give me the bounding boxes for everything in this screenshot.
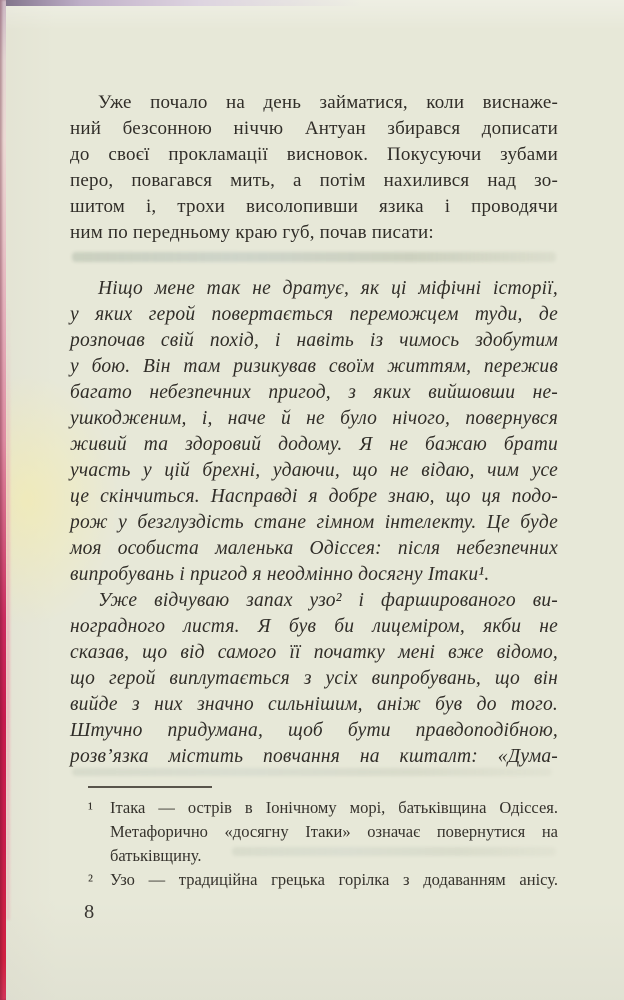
footnote-marker: ² <box>88 871 93 890</box>
text-line: до своєї прокламації висновок. Покусуючи зубами <box>70 144 558 165</box>
page-number: 8 <box>84 901 95 923</box>
text-line: шитом і, трохи висолопивши язика і проводячи <box>70 196 558 217</box>
text-line: Узо — традиційна грецька горілка з додаванням анісу. <box>110 870 558 889</box>
text-line: Ніщо мене так не дратує, як ці міфічні історії, <box>98 278 558 299</box>
text-line: сказав, що від самого її початку мені вже відомо, <box>70 642 558 663</box>
footnote-item <box>70 796 558 868</box>
text-line: Ітака — острів в Іонічному морі, батьківщина Одіссея. <box>110 798 558 817</box>
body-text <box>70 90 558 770</box>
text-line: у бою. Він там ризикував своїм життям, пережив <box>70 356 558 377</box>
text-line: живий та здоровий додому. Я не бажаю брати <box>70 434 558 455</box>
paragraph <box>70 276 558 588</box>
text-line: розв’язка містить повчання на кшталт: «Дума- <box>70 746 558 767</box>
text-line: Уже почало на день займатися, коли виснаже- <box>98 92 558 113</box>
book-spine-edge <box>0 0 6 1000</box>
footnote-marker: ¹ <box>88 799 93 818</box>
text-line: Уже відчуваю запах узо² і фаршированого ви- <box>98 590 558 611</box>
footnotes <box>70 796 558 892</box>
text-line: вийде з них значно сильнішим, аніж був до того. <box>70 694 558 715</box>
text-line: що герой виплутається з усіх випробувань, що він <box>70 668 558 689</box>
text-line: Метафорично «досягну Ітаки» означає повернутися на <box>110 822 558 841</box>
text-line: ушкодженим, і, наче й не було нічого, повернувся <box>70 408 558 429</box>
footnote-item <box>70 868 558 892</box>
text-line: це скінчиться. Насправді я добре знаю, що ця подо- <box>70 486 558 507</box>
text-line: розпочав свій похід, і навіть із чимось здобутим <box>70 330 558 351</box>
text-line: батьківщину. <box>110 846 202 865</box>
text-line: випробувань і пригод я неодмінно досягну Ітаки¹. <box>70 564 490 585</box>
spine-edge-halo <box>6 300 10 920</box>
text-line: рож у безглуздість стане гімном інтелекту. Це буде <box>70 512 558 533</box>
text-line: моя особиста маленька Одіссея: після небезпечних <box>70 538 558 559</box>
text-line: перо, повагався мить, а потім нахилився над зо- <box>70 170 558 191</box>
text-line: багато небезпечних пригод, з яких вийшовши не- <box>70 382 558 403</box>
text-line: ний безсонною ніччю Антуан збирався дописати <box>70 118 558 139</box>
text-line: ним по передньому краю губ, почав писати: <box>70 222 434 243</box>
text-line: участь у цій брехні, удаючи, що не відаю, чим усе <box>70 460 558 481</box>
paragraph <box>70 588 558 770</box>
text-line: у яких герой повертається переможцем туди, де <box>70 304 558 325</box>
text-line: Штучно придумана, щоб бути правдоподібною, <box>70 720 558 741</box>
text-line: ноградного листя. Я був би лицеміром, якби не <box>70 616 558 637</box>
paragraph <box>70 90 558 246</box>
page-top-edge <box>0 0 624 6</box>
footnote-divider <box>88 786 212 788</box>
